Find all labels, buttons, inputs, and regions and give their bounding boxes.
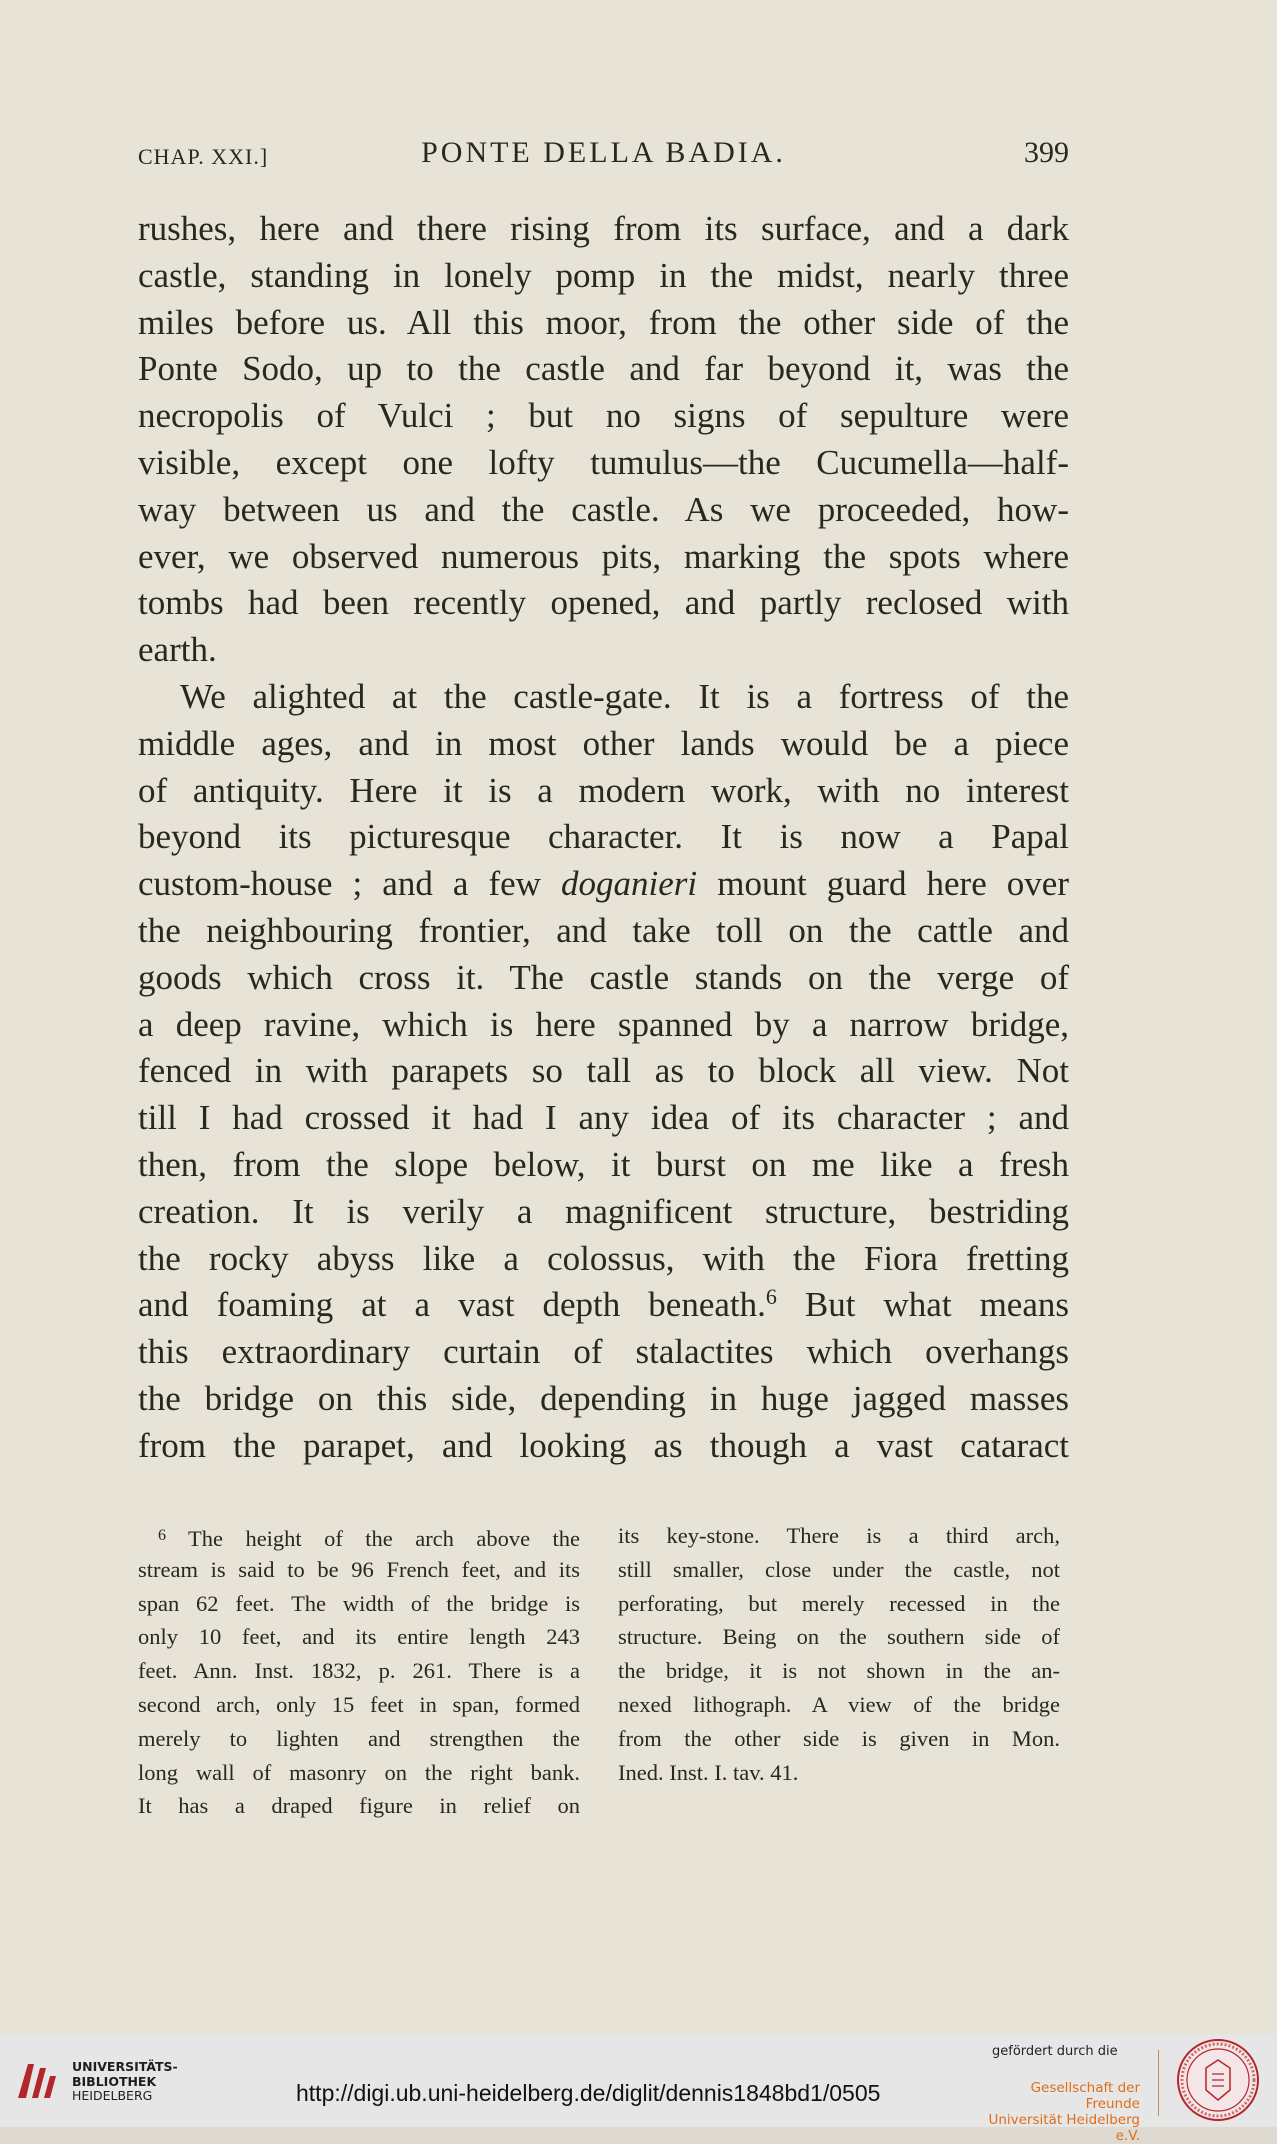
- footnote-line: Ined. Inst. I. tav. 41.: [618, 1759, 799, 1785]
- text-line: rushes, here and there rising from its surface, and a dark: [138, 209, 1069, 248]
- text-line: fenced in with parapets so tall as to block all view. Not: [138, 1051, 1069, 1091]
- footnote-line: only 10 feet, and its entire length 243: [138, 1624, 580, 1650]
- footnote-line: its key-stone. There is a third arch,: [618, 1523, 1060, 1548]
- footnote-text: The height of the arch above the: [188, 1526, 580, 1551]
- page-title: PONTE DELLA BADIA.: [421, 136, 786, 169]
- university-seal-icon: [1176, 2038, 1260, 2122]
- body-text: [138, 206, 1069, 1470]
- sponsor-name-line: Gesellschaft der Freunde: [1030, 2080, 1140, 2112]
- footnote-line: [138, 1519, 580, 1553]
- footnote-line: second arch, only 15 feet in span, formed: [138, 1691, 580, 1717]
- text-line: We alighted at the castle-gate. It is a fortress of the: [180, 676, 1069, 716]
- footnote-line: span 62 feet. The width of the bridge is: [138, 1590, 580, 1616]
- footnote-line: from the other side is given in Mon.: [618, 1725, 1060, 1751]
- divider: [1158, 2050, 1159, 2116]
- footnote-line: feet. Ann. Inst. 1832, p. 261. There is a: [138, 1658, 580, 1684]
- footnote-column-left: [138, 1519, 580, 1823]
- footnote-line: perforating, but merely recessed in the: [618, 1590, 1060, 1616]
- text-segment: But what means: [804, 1285, 1069, 1325]
- text-line: way between us and the castle. As we proceeded, how-: [138, 489, 1069, 529]
- library-name[interactable]: [72, 2060, 178, 2104]
- page-number: 399: [1024, 136, 1069, 169]
- text-line: of antiquity. Here it is a modern work, with no interest: [138, 770, 1069, 810]
- footnote-line: still smaller, close under the castle, not: [618, 1556, 1060, 1582]
- text-line: necropolis of Vulci ; but no signs of sepulture were: [138, 396, 1069, 436]
- text-line: from the parapet, and looking as though a vast cataract: [138, 1425, 1069, 1465]
- footnote-line: merely to lighten and strengthen the: [138, 1725, 580, 1751]
- sponsor-name[interactable]: [980, 2080, 1140, 2144]
- text-line: earth.: [138, 630, 217, 670]
- footnote-line: long wall of masonry on the right bank.: [138, 1759, 580, 1785]
- chapter-label: CHAP. XXI.]: [138, 144, 269, 169]
- library-logo-icon[interactable]: [14, 2058, 60, 2104]
- text-segment: custom-house ; and a few: [138, 864, 541, 904]
- footnote-line: structure. Being on the southern side of: [618, 1624, 1060, 1650]
- footnote-line: It has a draped figure in relief on: [138, 1793, 580, 1819]
- library-name-line: HEIDELBERG: [72, 2088, 153, 2103]
- text-line: Ponte Sodo, up to the castle and far beyond it, was the: [138, 349, 1069, 389]
- footnote-column-right: [618, 1519, 1060, 1789]
- text-line: the neighbouring frontier, and take toll on the cattle and: [138, 910, 1069, 950]
- text-line: a deep ravine, which is here spanned by a narrow bridge,: [138, 1004, 1069, 1044]
- library-name-line: BIBLIOTHEK: [72, 2073, 157, 2089]
- text-line: [138, 861, 1069, 908]
- text-line: castle, standing in lonely pomp in the midst, nearly three: [138, 255, 1069, 295]
- text-line: this extraordinary curtain of stalactites which overhangs: [138, 1332, 1069, 1372]
- text-line: middle ages, and in most other lands would be a piece: [138, 723, 1069, 763]
- text-line: the rocky abyss like a colossus, with the Fiora fretting: [138, 1238, 1069, 1278]
- footnote-line: the bridge, it is not shown in the an-: [618, 1658, 1060, 1684]
- library-name-line: UNIVERSITÄTS-: [72, 2059, 178, 2074]
- text-line: the bridge on this side, depending in huge jagged masses: [138, 1378, 1069, 1418]
- text-segment: mount guard here over: [717, 864, 1070, 904]
- text-line: then, from the slope below, it burst on me like a fresh: [138, 1144, 1069, 1184]
- text-line: creation. It is verily a magnificent structure, bestriding: [138, 1191, 1069, 1231]
- text-line: till I had crossed it had I any idea of its character ; and: [138, 1098, 1069, 1138]
- text-line: miles before us. All this moor, from the other side of the: [138, 302, 1069, 342]
- text-line: ever, we observed numerous pits, marking the spots where: [138, 536, 1069, 576]
- text-line: goods which cross it. The castle stands on the verge of: [138, 957, 1069, 997]
- footnote-line: stream is said to be 96 French feet, and its: [138, 1556, 580, 1582]
- footer-bar: [0, 2034, 1277, 2144]
- footnote-reference: 6: [765, 1284, 777, 1310]
- sponsor-intro: gefördert durch die: [992, 2044, 1118, 2059]
- permalink-url[interactable]: http://digi.ub.uni-heidelberg.de/diglit/dennis1848bd1/0505: [296, 2080, 881, 2106]
- sponsor-name-line: Universität Heidelberg e.V.: [988, 2112, 1140, 2144]
- text-line: beyond its picturesque character. It is now a Papal: [138, 817, 1069, 857]
- italic-term: doganieri: [561, 864, 698, 904]
- text-line: tombs had been recently opened, and partly reclosed with: [138, 583, 1069, 623]
- text-line: visible, except one lofty tumulus—the Cucumella—half-: [138, 442, 1069, 482]
- footnote-marker: 6: [158, 1527, 166, 1544]
- running-head: [138, 136, 1069, 176]
- text-segment: and foaming at a vast depth beneath.: [138, 1285, 766, 1325]
- footnote-line: nexed lithograph. A view of the bridge: [618, 1691, 1060, 1717]
- text-line: [138, 1282, 1069, 1329]
